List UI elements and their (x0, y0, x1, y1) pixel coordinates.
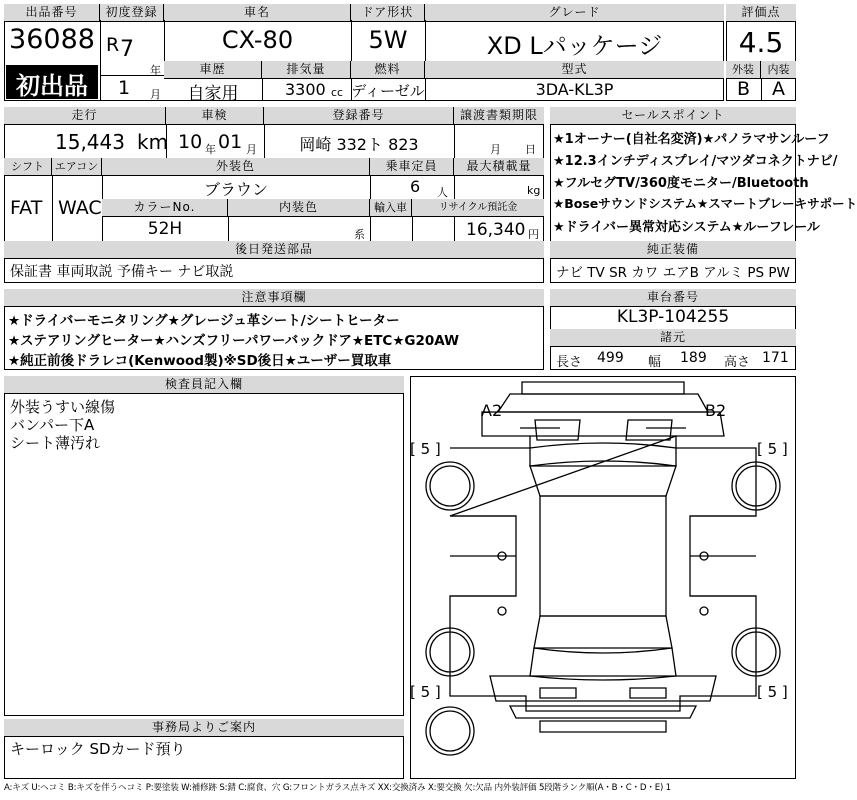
door-type: 5W (368, 26, 408, 54)
body-outline (450, 436, 756, 711)
displacement-value: 3300 (285, 80, 326, 99)
score-value: 4.5 (738, 26, 784, 59)
inspection-year-unit: 年 (205, 143, 216, 156)
label-front-right: B2 (705, 401, 727, 420)
reg-year: 7 (120, 37, 134, 62)
ext-score: B (736, 78, 751, 100)
color-no-value: 52H (147, 219, 183, 239)
mileage-unit: km (137, 130, 169, 154)
caution-line: ★純正前後ドラレコ(Kenwood製)※SD後日★ユーザー買取車 (8, 353, 392, 369)
recycle-value: 16,340 (466, 220, 526, 240)
shift-label: シフト (4, 158, 52, 176)
import-label: 輸入車 (370, 199, 412, 217)
cabin-outline (530, 443, 676, 466)
grade-label: グレード (425, 4, 724, 22)
sales-points-label: セールスポイント (550, 107, 796, 125)
chassis-label: 車台番号 (550, 289, 796, 307)
color-no-label: カラーNo. (102, 199, 228, 217)
int-score-label: 内装 (761, 61, 796, 79)
transfer-day: 日 (525, 143, 536, 156)
inspection-month-unit: 月 (246, 143, 257, 156)
sales-line: ★Boseサウンドシステム★スマートブレーキサポート (553, 196, 857, 211)
width-label: 幅 (648, 355, 662, 370)
car-name: CX-80 (221, 26, 294, 54)
sales-line: ★フルセグTV/360度モニター/Bluetooth (553, 176, 809, 191)
fuel-value: ディーゼル (351, 82, 425, 100)
ext-color-label: 外装色 (102, 158, 370, 176)
chassis-value: KL3P-104255 (616, 307, 730, 327)
capacity-value: 6 (410, 177, 421, 196)
later-parts-label: 後日発送部品 (4, 241, 544, 259)
displacement-label: 排気量 (262, 61, 351, 79)
transfer-label: 譲渡書類期限 (454, 107, 544, 125)
caution-label: 注意事項欄 (4, 289, 544, 307)
tire-rating-fl: [ 5 ] (410, 440, 441, 458)
length-value: 499 (597, 350, 624, 366)
length-label: 長さ (556, 355, 583, 370)
car-body-diagram (410, 376, 796, 779)
ext-score-label: 外装 (726, 61, 761, 79)
reg-month: 1 (118, 77, 131, 99)
reg-month-unit: 月 (150, 88, 161, 101)
max-load-label: 最大積載量 (454, 158, 544, 176)
front-bumper-outline (482, 412, 724, 436)
fuel-label: 燃料 (351, 61, 425, 79)
car-name-label: 車名 (164, 4, 351, 22)
score-label: 評価点 (726, 4, 796, 22)
max-load-unit: kg (527, 184, 541, 197)
recycle-label: リサイクル預託金 (412, 199, 544, 217)
reg-label: 初度登録 (100, 4, 164, 22)
aircon-value: WAC (58, 197, 102, 219)
regno-value: 岡崎 332ト 823 (299, 135, 419, 154)
office-value: キーロック SDカード預り (10, 740, 186, 758)
int-color-unit: 系 (354, 228, 365, 241)
inspector-label: 検査員記入欄 (4, 376, 404, 394)
inspector-line: シート薄汚れ (10, 434, 101, 452)
legend-text: A:キズ U:ヘコミ B:キズを伴うヘコミ P:要塗装 W:補修跡 S:錆 C:腐食、穴 G:フロントガラス点キズ XX:交換済み X:要交換 欠:欠品 内外装評価 5段階ランク順(A・B・C・D・E) 1 (4, 783, 671, 793)
lot-label: 出品番号 (4, 4, 100, 22)
int-color-label: 内装色 (228, 199, 370, 217)
wheel-front-left (426, 462, 474, 510)
label-front-left: A2 (481, 401, 503, 420)
equipment-label: 純正装備 (550, 241, 796, 259)
capacity-label: 乗車定員 (370, 158, 454, 176)
mileage-value: 15,443 (55, 130, 125, 154)
model-value: 3DA-KL3P (535, 80, 614, 99)
specs-label: 諸元 (550, 329, 796, 347)
mileage-label: 走行 (4, 107, 166, 125)
history-value: 自家用 (187, 84, 239, 104)
recycle-unit: 円 (528, 228, 539, 241)
grade-value: XD Lパッケージ (486, 32, 663, 60)
sales-line: ★12.3インチディスプレイ/マツダコネクトナビ/ (553, 154, 838, 169)
later-parts-value: 保証書 車両取説 予備キー ナビ取説 (10, 264, 234, 280)
int-score: A (772, 78, 785, 100)
inspection-label: 車検 (166, 107, 264, 125)
caution-line: ★ステアリングヒーター★ハンズフリーパワーバックドア★ETC★G20AW (8, 333, 460, 349)
inspection-month: 01 (218, 131, 243, 153)
sales-line: ★1オーナー(自社名変済)★パノラマサンルーフ (553, 132, 830, 147)
inspector-line: バンパー下A (10, 416, 95, 434)
history-label: 車歴 (164, 61, 262, 79)
sales-line: ★ドライバー異常対応システム★ルーフレール (553, 220, 820, 235)
height-label: 高さ (724, 355, 751, 370)
reg-year-unit: 年 (150, 64, 161, 77)
lot-number: 36088 (9, 24, 95, 55)
wheel-spare (426, 707, 474, 755)
regno-label: 登録番号 (264, 107, 454, 125)
transfer-month: 月 (490, 143, 501, 156)
tire-rating-rl: [ 5 ] (410, 683, 441, 701)
inspector-line: 外装うすい線傷 (10, 398, 116, 416)
reg-era: R (106, 34, 120, 56)
width-value: 189 (680, 350, 707, 366)
equipment-value: ナビ TV SR カワ エアB アルミ PS PW (556, 265, 790, 281)
tire-rating-fr: [ 5 ] (757, 440, 788, 458)
model-label: 型式 (425, 61, 724, 79)
capacity-unit: 人 (437, 186, 448, 199)
first-listing-text: 初出品 (16, 72, 88, 100)
door-label: ドア形状 (351, 4, 425, 22)
office-label: 事務局よりご案内 (4, 719, 404, 737)
inspection-year: 10 (178, 131, 203, 153)
aircon-label: エアコン (52, 158, 102, 176)
caution-line: ★ドライバーモニタリング★グレージュ革シート/シートヒーター (8, 313, 400, 329)
shift-value: FAT (10, 197, 43, 219)
displacement-unit: cc (331, 86, 344, 99)
ext-color-value: ブラウン (203, 180, 268, 199)
tire-rating-rr: [ 5 ] (757, 683, 788, 701)
height-value: 171 (762, 350, 789, 366)
